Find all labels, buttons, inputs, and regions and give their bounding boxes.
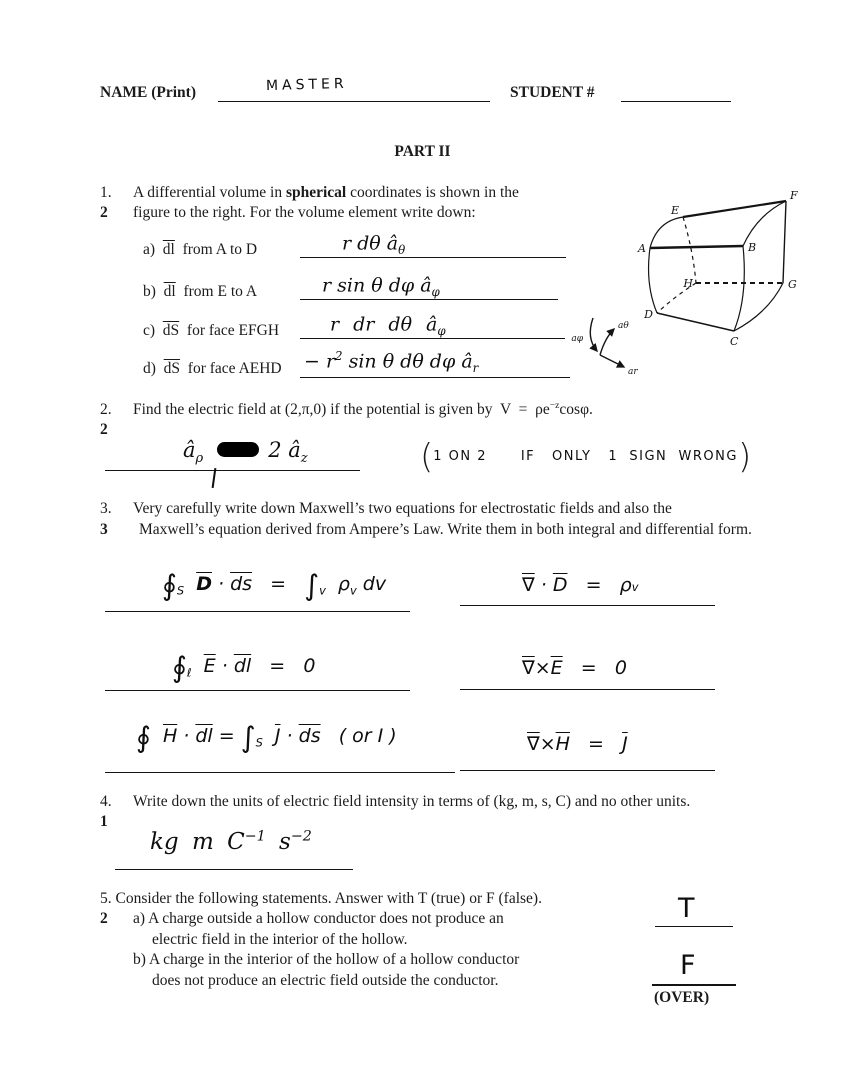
axis-label-phi-icon: aφ [571, 334, 583, 344]
eq-curl-e-differential: $\nabla\times\overline{E} = 0$ [522, 657, 627, 679]
name-label: NAME (Print) [100, 84, 196, 101]
q5-b-line1: b) A charge in the interior of the hollow of a hollow conductor [133, 951, 520, 968]
q1-item-b: b) $\overline{dl}$ from E to A [143, 283, 258, 300]
q1-answer-line-a [300, 257, 566, 258]
q5-answer-line-b [652, 984, 736, 986]
q2-text: Find the electric field at (2,π,0) if the potential is given by $V = \rho e^{-z}\cos\varphi$. [133, 400, 593, 419]
q1-answer-d: − $r^2$ sin θ dθ dφ $â_r$ [304, 349, 479, 376]
q1-answer-line-d [300, 377, 570, 378]
vertex-label-h: H [683, 277, 693, 290]
vertex-label-a: A [638, 242, 646, 255]
q1-item-c: c) $\overline{dS}$ for face EFGH [143, 322, 280, 339]
name-handwritten: MASTER [265, 75, 348, 95]
axis-label-theta-icon: aθ [618, 321, 629, 331]
vertex-label-e: E [670, 204, 679, 217]
q5-points: 2 [100, 910, 108, 927]
spherical-volume-figure [545, 180, 845, 400]
q3-points: 3 [100, 521, 108, 538]
eq-line-2-right [460, 689, 715, 690]
q5-b-line2: does not produce an electric field outside the conductor. [152, 972, 499, 989]
q2-grader-note: ($^{1 ON 2 IF ONLY 1 SIGN WRONG}$) [420, 437, 752, 477]
q5-answer-line-a [655, 926, 733, 927]
q5-answer-b: F [680, 950, 696, 981]
eq-line-2-left [105, 690, 410, 691]
volume-edges [649, 201, 786, 331]
eq-line-3-left [105, 772, 455, 773]
redaction-blob [217, 442, 259, 457]
q4-answer: kg m $C^{-1}$ $s^{-2}$ [150, 828, 312, 855]
q1-number: 1. [100, 184, 112, 201]
q3-text-line1: Very carefully write down Maxwell’s two equations for electrostatic fields and also the [133, 500, 672, 517]
eq-ampere-integral: ∮ $\overline{H} \cdot \overline{dl} = \int_S$ $\overline{J} \cdot \overline{ds}$ ( or I ) [136, 721, 397, 754]
q5-a-line2: electric field in the interior of the hollow. [152, 931, 408, 948]
q5-lead: 5. Consider the following statements. Answer with T (true) or F (false). [100, 890, 542, 907]
eq-gauss-integral: $∮_S$ $\overline{D} \cdot \overline{ds} = \int_v$ $\rho_v$ dv [162, 569, 387, 602]
eq-line-3-right [460, 770, 715, 771]
q1-answer-c: r dr dθ $â_\varphi$ [330, 313, 446, 339]
q5-answer-a: T [678, 893, 695, 924]
q1-points: 2 [100, 204, 108, 221]
part-title: PART II [394, 143, 451, 160]
q1-text-line2: figure to the right. For the volume element write down: [133, 204, 476, 221]
vertex-label-g: G [788, 278, 797, 291]
q4-answer-line [115, 869, 353, 870]
q1-text-line1: A differential volume in spherical coordinates is shown in the [133, 184, 519, 201]
q4-number: 4. [100, 793, 112, 810]
q2-answer-line [105, 470, 360, 471]
vertex-label-d: D [644, 308, 653, 321]
q1-item-a: a) $\overline{dl}$ from A to D [143, 241, 258, 258]
q2-answer: $â_\rho$ 2 $â_z$ [183, 438, 308, 467]
q4-points: 1 [100, 813, 108, 830]
name-blank-line [218, 101, 490, 102]
vertex-label-b: B [748, 241, 757, 254]
eq-line-1-left [105, 611, 410, 612]
student-label: STUDENT # [510, 84, 595, 101]
q1-item-d: d) $\overline{dS}$ for face AEHD [143, 360, 282, 377]
q1-answer-b: r sin θ dφ $â_\varphi$ [322, 274, 440, 300]
eq-gauss-differential: ∇ · $\overline{D} = \rho v$ [522, 574, 639, 596]
over-label: (OVER) [654, 989, 710, 1006]
vertex-label-c: C [730, 335, 739, 348]
q5-a-line1: a) A charge outside a hollow conductor does not produce an [133, 910, 504, 927]
eq-curl-e-integral: $∮_\ell$ $\overline{E} \cdot \overline{dl} = 0$ [172, 651, 316, 684]
q4-text: Write down the units of electric field intensity in terms of (kg, m, s, C) and no other units. [133, 793, 691, 810]
q1-answer-a: r dθ $â_\theta$ [342, 232, 406, 258]
student-blank-line [621, 101, 731, 102]
q3-text-line2: Maxwell’s equation derived from Ampere’s Law. Write them in both integral and differential form. [139, 521, 752, 538]
q2-points: 2 [100, 421, 108, 438]
eq-ampere-differential: $\nabla\times\overline{H} = \overline{J}$ [527, 733, 628, 755]
q2-number: 2. [100, 401, 112, 418]
q3-number: 3. [100, 500, 112, 517]
vertex-label-f: F [790, 189, 798, 202]
eq-line-1-right [460, 605, 715, 606]
axis-label-r-icon: ar [628, 367, 638, 377]
